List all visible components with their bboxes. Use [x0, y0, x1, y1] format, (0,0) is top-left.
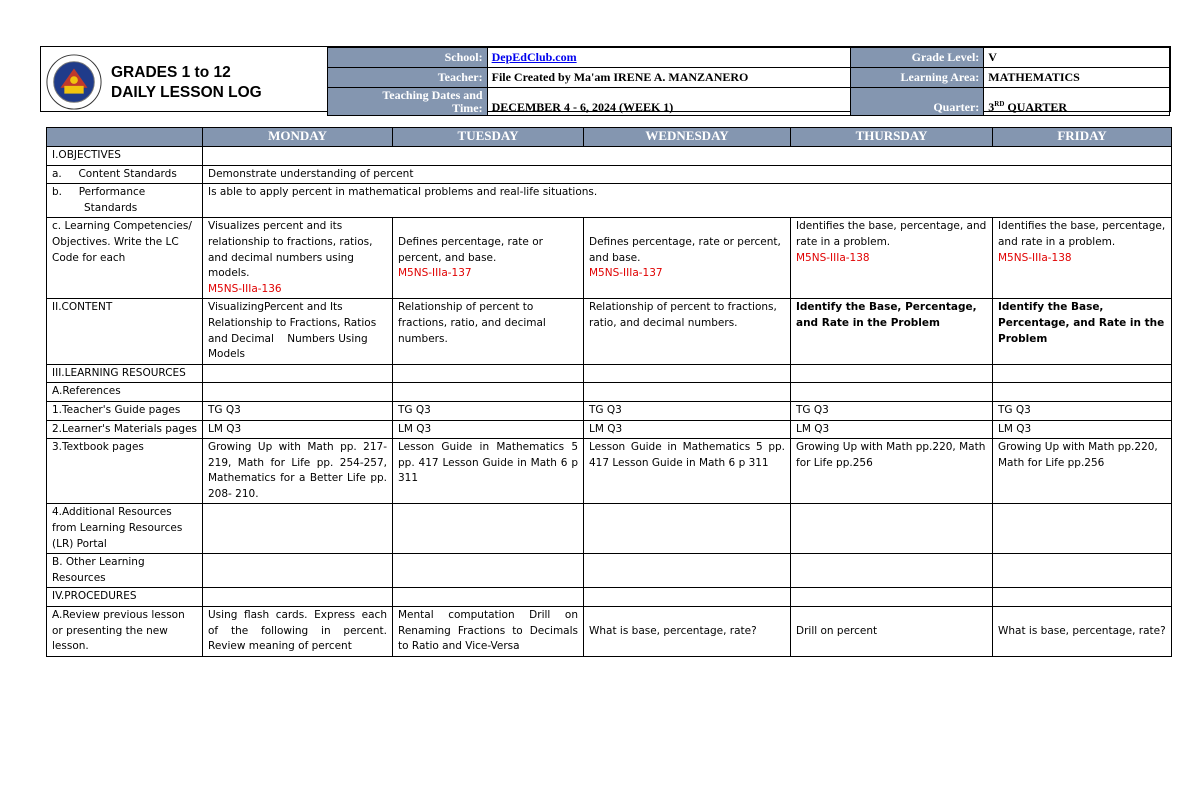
table-row — [47, 588, 1172, 607]
table-cell: LM Q3 — [791, 420, 993, 439]
table-cell: What is base, percentage, rate? — [993, 607, 1172, 657]
row-label: 3.Textbook pages — [47, 439, 203, 504]
table-cell: Using flash cards. Express each of the following in percent. Review meaning of percent — [203, 607, 393, 657]
table-row — [47, 383, 1172, 402]
info-table — [327, 47, 1170, 116]
table-cell — [993, 504, 1172, 554]
teacher-label: Teacher: — [328, 68, 488, 88]
dates-label-1: Teaching Dates and — [382, 88, 483, 102]
table-row — [47, 420, 1172, 439]
table-cell: Relationship of percent to fractions, ratio, and decimal numbers. — [584, 299, 791, 364]
table-cell — [203, 147, 1172, 166]
lc-code: M5NS-IIIa-138 — [998, 251, 1072, 264]
area-value: MATHEMATICS — [984, 68, 1170, 88]
grade-value: V — [984, 48, 1170, 68]
table-row — [47, 184, 1172, 218]
day-header: WEDNESDAY — [584, 128, 791, 147]
lc-code: M5NS-IIIa-138 — [796, 251, 870, 264]
table-cell — [993, 218, 1172, 299]
table-cell: Lesson Guide in Mathematics 5 pp. 417 Lesson Guide in Math 6 p 311 — [393, 439, 584, 504]
table-cell — [993, 383, 1172, 402]
dates-label — [328, 88, 488, 116]
row-label: A.Review previous lesson or presenting the new lesson. — [47, 607, 203, 657]
row-label: 2.Learner's Materials pages — [47, 420, 203, 439]
table-cell: TG Q3 — [993, 401, 1172, 420]
table-cell: Lesson Guide in Mathematics 5 pp. 417 Lesson Guide in Math 6 p 311 — [584, 439, 791, 504]
table-cell: Growing Up with Math pp.220, Math for Life pp.256 — [993, 439, 1172, 504]
lesson-log-header — [40, 46, 1171, 115]
table-cell — [791, 383, 993, 402]
table-cell — [393, 588, 584, 607]
area-label: Learning Area: — [850, 68, 984, 88]
table-cell: Is able to apply percent in mathematical problems and real-life situations. — [203, 184, 1172, 218]
table-cell — [393, 554, 584, 588]
row-label: II.CONTENT — [47, 299, 203, 364]
table-row — [47, 504, 1172, 554]
table-cell — [203, 588, 393, 607]
table-cell: TG Q3 — [791, 401, 993, 420]
row-label: B. Other Learning Resources — [47, 554, 203, 588]
day-header: FRIDAY — [993, 128, 1172, 147]
day-header: THURSDAY — [791, 128, 993, 147]
table-cell: TG Q3 — [393, 401, 584, 420]
table-cell — [203, 218, 393, 299]
table-cell: Drill on percent — [791, 607, 993, 657]
table-row — [47, 607, 1172, 657]
table-row — [47, 165, 1172, 184]
day-header: MONDAY — [203, 128, 393, 147]
table-cell: Relationship of percent to fractions, ratio, and decimal numbers. — [393, 299, 584, 364]
table-row — [47, 554, 1172, 588]
table-cell — [791, 554, 993, 588]
table-cell — [393, 218, 584, 299]
grade-label: Grade Level: — [850, 48, 984, 68]
table-cell — [393, 383, 584, 402]
lesson-table — [46, 127, 1172, 657]
table-cell — [584, 588, 791, 607]
table-row — [47, 299, 1172, 364]
table-cell — [393, 364, 584, 383]
corner-cell — [47, 128, 203, 147]
table-cell — [584, 218, 791, 299]
cell-text: Visualizes percent and its relationship to fractions, ratios, and decimal numbers using models. — [208, 220, 373, 280]
quarter-number: 3 — [988, 100, 995, 114]
row-label: 4.Additional Resources from Learning Resources (LR) Portal — [47, 504, 203, 554]
row-label — [47, 184, 203, 218]
row-label: A.References — [47, 383, 203, 402]
table-cell — [584, 364, 791, 383]
table-cell — [584, 383, 791, 402]
table-row — [47, 364, 1172, 383]
table-cell — [993, 588, 1172, 607]
table-row — [47, 401, 1172, 420]
row-label: a. Content Standards — [47, 165, 203, 184]
quarter-value — [984, 88, 1170, 116]
table-cell: LM Q3 — [993, 420, 1172, 439]
table-cell: Demonstrate understanding of percent — [203, 165, 1172, 184]
table-row — [47, 439, 1172, 504]
deped-seal-icon — [45, 53, 103, 111]
lc-code: M5NS-IIIa-136 — [208, 282, 282, 295]
lc-code: M5NS-IIIa-137 — [589, 267, 663, 280]
table-cell: Identify the Base, Percentage, and Rate in the Problem — [791, 299, 993, 364]
table-cell: Growing Up with Math pp.220, Math for Life pp.256 — [791, 439, 993, 504]
dates-label-2: Time: — [452, 101, 483, 115]
table-cell — [993, 554, 1172, 588]
quarter-suffix: RD — [994, 100, 1005, 108]
table-cell — [203, 364, 393, 383]
teacher-value: File Created by Ma'am IRENE A. MANZANERO — [487, 68, 850, 88]
table-cell: Identify the Base, Percentage, and Rate in the Problem — [993, 299, 1172, 364]
table-cell: TG Q3 — [584, 401, 791, 420]
day-header: TUESDAY — [393, 128, 584, 147]
table-cell — [791, 588, 993, 607]
cell-text: Defines percentage, rate or percent, and base. — [589, 235, 781, 264]
title-line-1: GRADES 1 to 12 — [111, 64, 231, 81]
quarter-label: Quarter: — [850, 88, 984, 116]
table-cell — [791, 504, 993, 554]
cell-text: Identifies the base, percentage, and rate in a problem. — [796, 220, 987, 248]
table-cell — [584, 554, 791, 588]
cell-text: Defines percentage, rate or percent, and base. — [398, 235, 543, 264]
dates-value: DECEMBER 4 - 6, 2024 (WEEK 1) — [487, 88, 850, 116]
table-row — [47, 147, 1172, 166]
table-cell — [584, 504, 791, 554]
row-label: 1.Teacher's Guide pages — [47, 401, 203, 420]
table-cell: What is base, percentage, rate? — [584, 607, 791, 657]
lc-code: M5NS-IIIa-137 — [398, 267, 472, 280]
cell-text: Identifies the base, percentage, and rate in a problem. — [998, 220, 1166, 248]
days-header-row — [47, 128, 1172, 147]
school-link[interactable]: DepEdClub.com — [491, 50, 577, 64]
row-label: I.OBJECTIVES — [47, 147, 203, 166]
table-cell — [203, 554, 393, 588]
table-cell: LM Q3 — [584, 420, 791, 439]
table-cell: Growing Up with Math pp. 217-219, Math for Life pp. 254-257, Mathematics for a Better Life pp. 208- 210. — [203, 439, 393, 504]
page-title — [111, 63, 262, 103]
table-cell — [791, 364, 993, 383]
table-cell: Mental computation Drill on Renaming Fractions to Decimals to Ratio and Vice-Versa — [393, 607, 584, 657]
row-label: c. Learning Competencies/ Objectives. Write the LC Code for each — [47, 218, 203, 299]
school-label: School: — [328, 48, 488, 68]
table-cell: VisualizingPercent and Its Relationship to Fractions, Ratios and Decimal Numbers Using Models — [203, 299, 393, 364]
table-row — [47, 218, 1172, 299]
table-cell: TG Q3 — [203, 401, 393, 420]
table-cell — [993, 364, 1172, 383]
school-value — [487, 48, 850, 68]
row-label-line: b. Performance — [52, 186, 146, 199]
table-cell: LM Q3 — [393, 420, 584, 439]
table-cell — [393, 504, 584, 554]
row-label: III.LEARNING RESOURCES — [47, 364, 203, 383]
title-line-2: DAILY LESSON LOG — [111, 84, 262, 101]
table-cell — [203, 504, 393, 554]
row-label-line: Standards — [84, 201, 138, 214]
quarter-word: QUARTER — [1004, 100, 1068, 114]
table-cell — [203, 383, 393, 402]
table-cell — [791, 218, 993, 299]
table-cell: LM Q3 — [203, 420, 393, 439]
row-label: IV.PROCEDURES — [47, 588, 203, 607]
